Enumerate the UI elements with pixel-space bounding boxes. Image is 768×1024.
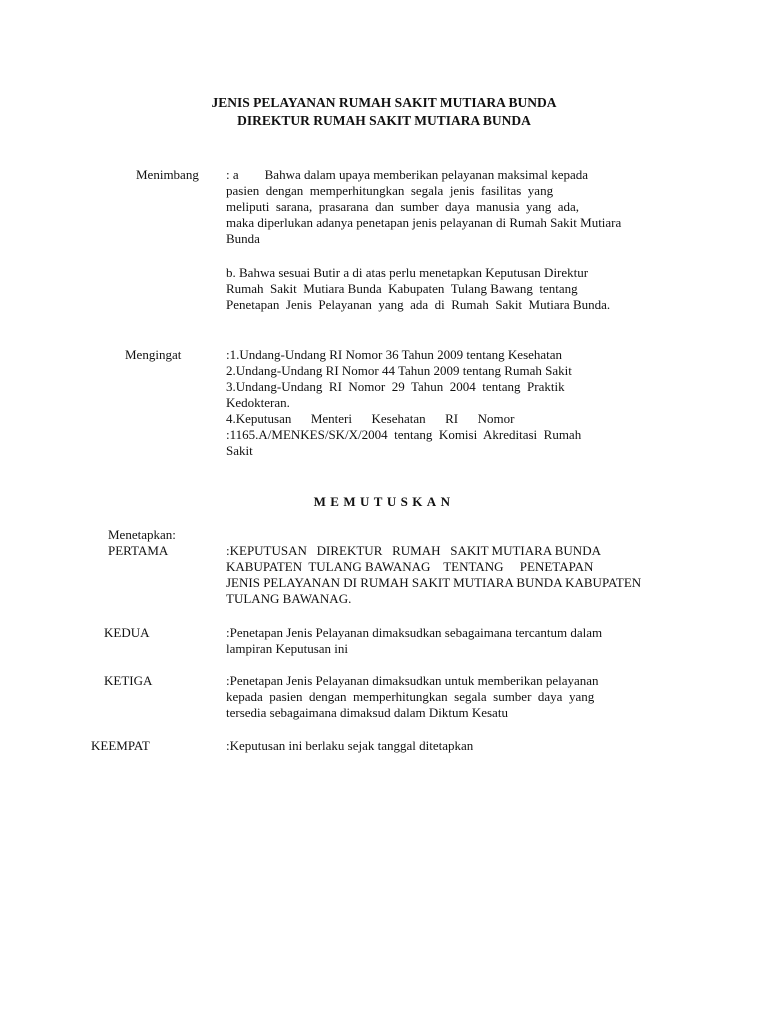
pertama-line: JENIS PELAYANAN DI RUMAH SAKIT MUTIARA BUNDA KABUPATEN bbox=[226, 575, 642, 590]
pertama-line: TULANG BAWANAG. bbox=[226, 591, 352, 606]
mengingat-line: :1165.A/MENKES/SK/X/2004 tentang Komisi Akreditasi Rumah bbox=[226, 427, 582, 442]
mengingat-line: 2.Undang-Undang RI Nomor 44 Tahun 2009 tentang Rumah Sakit bbox=[226, 363, 572, 378]
menimbang-b-line: Penetapan Jenis Pelayanan yang ada di Rumah Sakit Mutiara Bunda. bbox=[226, 297, 611, 312]
menimbang-a-line: Bunda bbox=[226, 231, 260, 246]
keempat-text bbox=[226, 738, 676, 754]
kedua-line: :Penetapan Jenis Pelayanan dimaksudkan sebagaimana tercantum dalam bbox=[226, 625, 603, 640]
keempat-label: KEEMPAT bbox=[91, 738, 150, 753]
mengingat-line: Kedokteran. bbox=[226, 395, 290, 410]
ketiga-label: KETIGA bbox=[104, 673, 153, 688]
kedua-line: lampiran Keputusan ini bbox=[226, 641, 349, 656]
menimbang-a-line: maka diperlukan adanya penetapan jenis pelayanan di Rumah Sakit Mutiara bbox=[226, 215, 622, 230]
pertama-label: PERTAMA bbox=[108, 543, 169, 558]
document-title-line-2: DIREKTUR RUMAH SAKIT MUTIARA BUNDA bbox=[237, 113, 531, 128]
mengingat-line: Sakit bbox=[226, 443, 253, 458]
ketiga-line: kepada pasien dengan memperhitungkan segala sumber daya yang bbox=[226, 689, 595, 704]
pertama-line: KABUPATEN TULANG BAWANAG TENTANG PENETAPAN bbox=[226, 559, 594, 574]
mengingat-line: :1.Undang-Undang RI Nomor 36 Tahun 2009 tentang Kesehatan bbox=[226, 347, 563, 362]
mengingat-list bbox=[226, 347, 666, 459]
memutuskan-heading: MEMUTUSKAN bbox=[313, 494, 455, 509]
menimbang-label: Menimbang bbox=[136, 167, 199, 182]
pertama-line: :KEPUTUSAN DIREKTUR RUMAH SAKIT MUTIARA BUNDA bbox=[226, 543, 601, 558]
mengingat-line: 4.Keputusan Menteri Kesehatan RI Nomor bbox=[226, 411, 515, 426]
keempat-line: :Keputusan ini berlaku sejak tanggal ditetapkan bbox=[226, 738, 474, 753]
menetapkan-label: Menetapkan: bbox=[108, 527, 176, 542]
ketiga-text bbox=[226, 673, 676, 721]
menimbang-a-line: meliputi sarana, prasarana dan sumber daya manusia yang ada, bbox=[226, 199, 580, 214]
ketiga-line: :Penetapan Jenis Pelayanan dimaksudkan untuk memberikan pelayanan bbox=[226, 673, 599, 688]
kedua-label: KEDUA bbox=[104, 625, 150, 640]
mengingat-label: Mengingat bbox=[125, 347, 182, 362]
kedua-text bbox=[226, 625, 676, 657]
ketiga-line: tersedia sebagaimana dimaksud dalam Diktum Kesatu bbox=[226, 705, 508, 720]
menimbang-a-line: : a Bahwa dalam upaya memberikan pelayanan maksimal kepada bbox=[226, 167, 589, 182]
document-title-line-1: JENIS PELAYANAN RUMAH SAKIT MUTIARA BUNDA bbox=[211, 95, 557, 110]
menimbang-b-line: b. Bahwa sesuai Butir a di atas perlu menetapkan Keputusan Direktur bbox=[226, 265, 589, 280]
menimbang-point-a bbox=[226, 167, 658, 247]
menimbang-point-b bbox=[226, 265, 666, 313]
mengingat-line: 3.Undang-Undang RI Nomor 29 Tahun 2004 tentang Praktik bbox=[226, 379, 565, 394]
menimbang-a-line: pasien dengan memperhitungkan segala jenis fasilitas yang bbox=[226, 183, 554, 198]
menimbang-b-line: Rumah Sakit Mutiara Bunda Kabupaten Tulang Bawang tentang bbox=[226, 281, 578, 296]
pertama-text bbox=[226, 543, 676, 607]
